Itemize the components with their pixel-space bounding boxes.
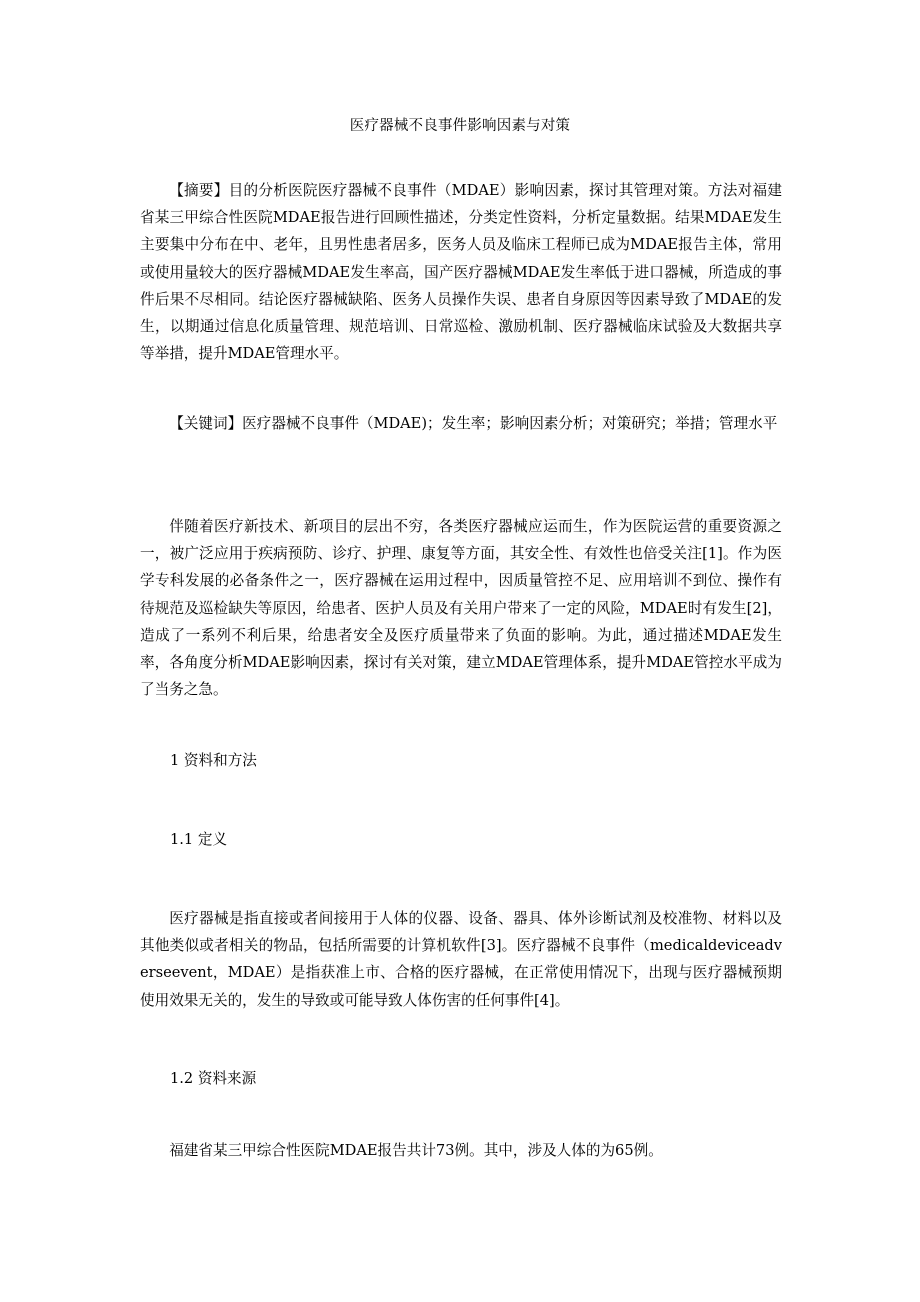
definition-paragraph: 医疗器械是指直接或者间接用于人体的仪器、设备、器具、体外诊断试剂及校准物、材料以及其他类似或者相关的物品，包括所需要的计算机软件[3]。医疗器械不良事件（medicaldeviceadverseevent，MDAE）是指获准上市、合格的医疗器械，在正常使用情况下，出现与医疗器械预期使用效果无关的，发生的导致或可能导致人体伤害的任何事件[4]。 xyxy=(140,910,782,1009)
abstract-paragraph: 【摘要】目的分析医院医疗器械不良事件（MDAE）影响因素，探讨其管理对策。方法对福建省某三甲综合性医院MDAE报告进行回顾性描述，分类定性资料，分析定量数据。结果MDAE发生主要集中分布在中、老年，且男性患者居多，医务人员及临床工程师已成为MDAE报告主体，常用或使用量较大的医疗器械MDAE发生率高，国产医疗器械MDAE发生率低于进口器械，所造成的事件后果不尽相同。结论医疗器械缺陷、医务人员操作失误、患者自身原因等因素导致了MDAE的发生，以期通过信息化质量管理、规范培训、日常巡检、激励机制、医疗器械临床试验及大数据共享等举措，提升MDAE管理水平。 xyxy=(140,182,782,363)
subsection-heading-definition: 1.1 定义 xyxy=(170,831,228,848)
document-title: 医疗器械不良事件影响因素与对策 xyxy=(349,118,571,134)
section-heading-materials-methods: 1 资料和方法 xyxy=(170,752,257,769)
introduction-paragraph: 伴随着医疗新技术、新项目的层出不穷，各类医疗器械应运而生，作为医院运营的重要资源之一，被广泛应用于疾病预防、诊疗、护理、康复等方面，其安全性、有效性也倍受关注[1]。作为医学专科发展的必备条件之一，医疗器械在运用过程中，因质量管控不足、应用培训不到位、操作有待规范及巡检缺失等原因，给患者、医护人员及有关用户带来了一定的风险，MDAE时有发生[2]，造成了一系列不利后果，给患者安全及医疗质量带来了负面的影响。为此，通过描述MDAE发生率，各角度分析MDAE影响因素，探讨有关对策，建立MDAE管理体系，提升MDAE管控水平成为了当务之急。 xyxy=(140,518,782,699)
keywords-paragraph: 【关键词】医疗器械不良事件（MDAE)；发生率；影响因素分析；对策研究；举措；管理水平 xyxy=(169,415,778,432)
subsection-heading-data-source: 1.2 资料来源 xyxy=(170,1070,257,1087)
data-source-paragraph: 福建省某三甲综合性医院MDAE报告共计73例。其中，涉及人体的为65例。 xyxy=(169,1142,663,1159)
